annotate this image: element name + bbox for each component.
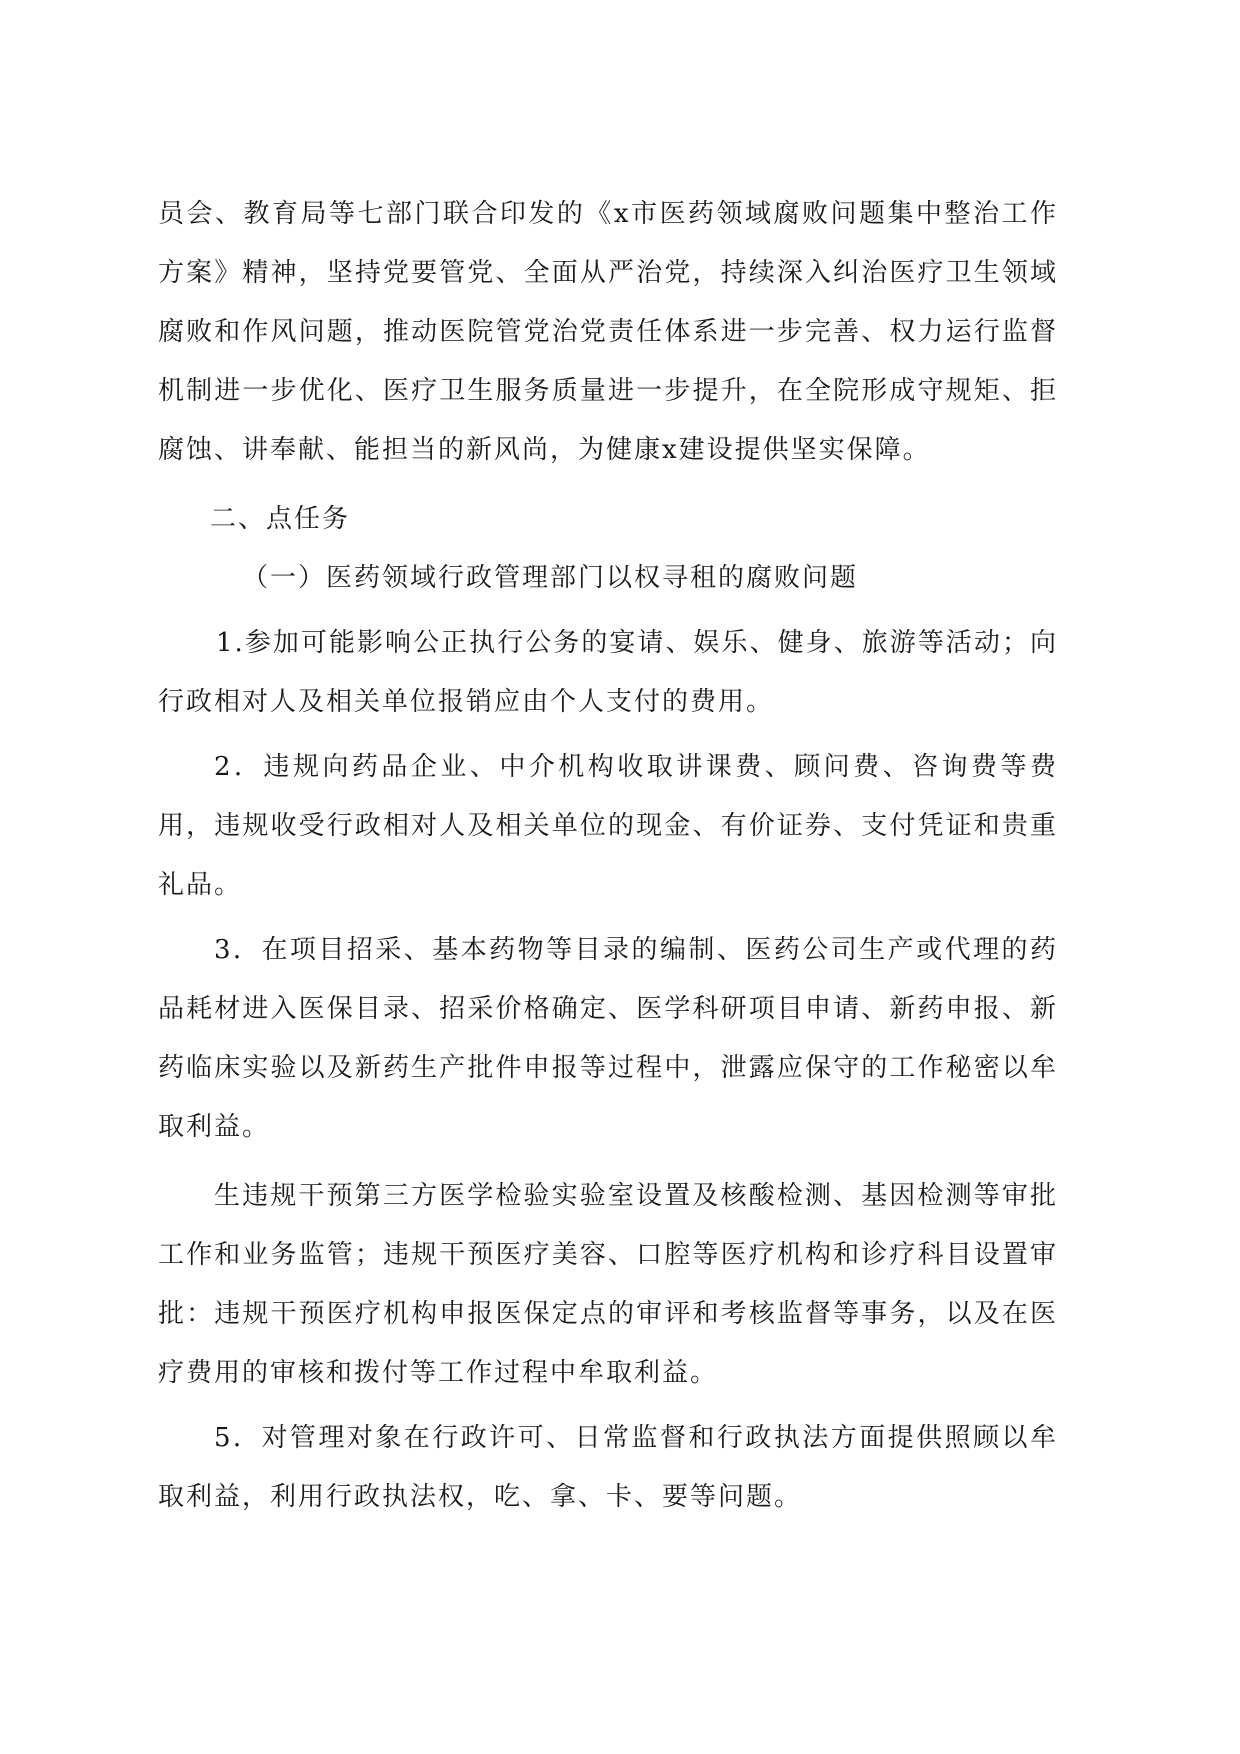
subsection-heading: （一）医药领域行政管理部门以权寻租的腐败问题	[242, 563, 859, 593]
item-paragraph-2: 2．违规向药品企业、中介机构收取讲课费、顾问费、咨询费等费用，违规收受行政相对人及相关单位的现金、有价证券、支付凭证和贵重礼品。	[158, 752, 1058, 900]
item-paragraph-4: 生违规干预第三方医学检验实验室设置及核酸检测、基因检测等审批工作和业务监管；违规干预医疗美容、口腔等医疗机构和诊疗科目设置审批：违规干预医疗机构申报医保定点的审评和考核监督等事务，以及在医疗费用的审核和拨付等工作过程中牟取利益。	[158, 1181, 1058, 1388]
item-paragraph-5: 5．对管理对象在行政许可、日常监督和行政执法方面提供照顾以牟取利益，利用行政执法权，吃、拿、卡、要等问题。	[158, 1423, 1058, 1512]
document-page	[158, 185, 1058, 1527]
item-paragraph-3: 3．在项目招采、基本药物等目录的编制、医药公司生产或代理的药品耗材进入医保目录、招采价格确定、医学科研项目申请、新药申报、新药临床实验以及新药生产批件申报等过程中，泄露应保守的工作秘密以牟取利益。	[158, 935, 1058, 1142]
section-heading: 二、点任务	[210, 504, 351, 534]
item-paragraph-1: 1.参加可能影响公正执行公务的宴请、娱乐、健身、旅游等活动；向行政相对人及相关单位报销应由个人支付的费用。	[158, 628, 1058, 717]
intro-paragraph: 员会、教育局等七部门联合印发的《x市医药领域腐败问题集中整治工作方案》精神，坚持党要管党、全面从严治党，持续深入纠治医疗卫生领域腐败和作风问题，推动医院管党治党责任体系进一步完善、权力运行监督机制进一步优化、医疗卫生服务质量进一步提升，在全院形成守规矩、拒腐蚀、讲奉献、能担当的新风尚，为健康x建设提供坚实保障。	[158, 199, 1058, 465]
